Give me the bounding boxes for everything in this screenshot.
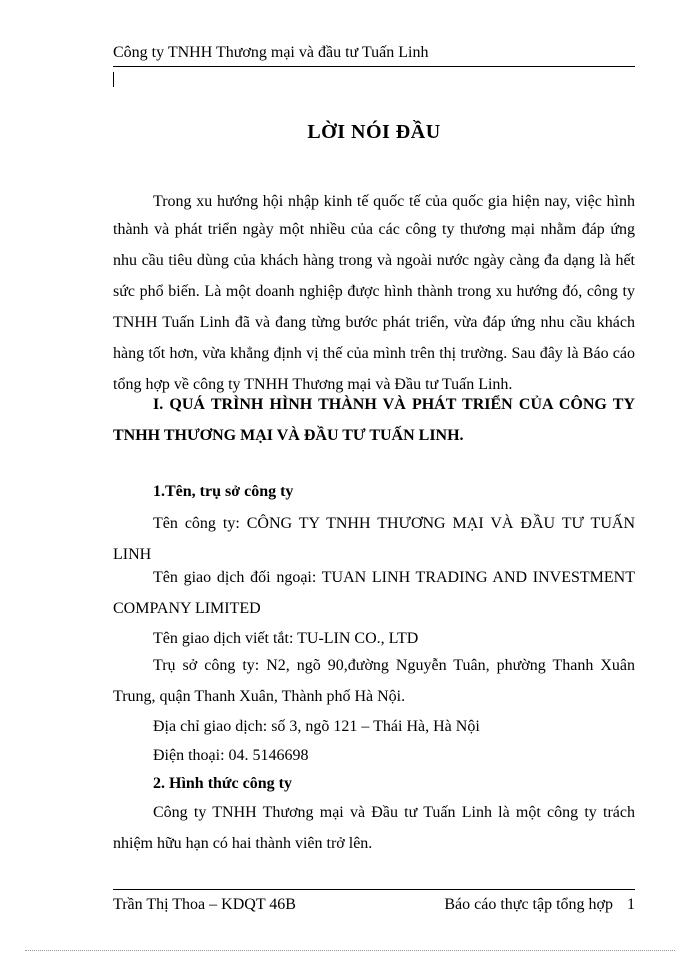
short-name-text: Tên giao dịch viết tắt: TU-LIN CO., LTD — [153, 630, 419, 647]
form-line: Công ty TNHH Thương mại và Đầu tư Tuấn Linh là một công ty trách — [153, 804, 635, 821]
company-name-line: LINH — [113, 546, 152, 563]
intro-line: sức phổ biến. Là một doanh nghiệp được hình thành trong xu hướng đó, công ty — [113, 283, 635, 300]
intro-lines — [113, 190, 635, 400]
office-block — [113, 654, 635, 709]
form-line: nhiệm hữu hạn có hai thành viên trở lên. — [113, 835, 373, 852]
address-text: Địa chỉ giao dịch: số 3, ngõ 121 – Thái Hà, Hà Nội — [153, 718, 480, 735]
footer-divider — [113, 889, 635, 890]
text-cursor — [113, 72, 114, 87]
header-divider — [113, 66, 635, 67]
section-heading-line: TNHH THƯƠNG MẠI VÀ ĐẦU TƯ TUẤN LINH. — [113, 427, 464, 444]
footer-report — [444, 896, 635, 914]
company-name-line: Tên công ty: CÔNG TY TNHH THƯƠNG MẠI VÀ ĐẦU TƯ TUẤN — [153, 515, 635, 532]
intro-line: tổng hợp về công ty TNHH Thương mại và Đầu tư Tuấn Linh. — [113, 376, 513, 393]
intro-line: TNHH Tuấn Linh đã và đang từng bước phát triển, vừa đáp ứng nhu cầu khách — [113, 314, 635, 331]
page-title: LỜI NÓI ĐẦU — [307, 121, 441, 143]
form-paragraph — [113, 801, 635, 856]
subsection-2-heading — [113, 774, 635, 794]
section-heading-line: I. QUÁ TRÌNH HÌNH THÀNH VÀ PHÁT TRIỂN CỦA CÔNG TY — [153, 396, 635, 413]
intro-line: hàng tốt hơn, vừa khẳng định vị thế của mình trên thị trường. Sau đây là Báo cáo — [113, 345, 635, 362]
company-name-block — [113, 512, 635, 567]
intro-line: Trong xu hướng hội nhập kinh tế quốc tế của quốc gia hiện nay, việc hình — [153, 193, 635, 210]
page-break-marker — [25, 950, 675, 951]
phone-line — [113, 746, 635, 766]
short-name-line — [113, 629, 635, 649]
intro-line: thành và phát triển ngày một nhiều của các công ty thương mại nhằm đáp ứng — [113, 221, 635, 238]
foreign-name-line: COMPANY LIMITED — [113, 600, 261, 617]
foreign-name-block — [113, 566, 635, 621]
footer-author: Trần Thị Thoa – KDQT 46B — [113, 896, 296, 913]
address-line — [113, 717, 635, 737]
subsection-1-heading — [113, 482, 635, 502]
section-1-heading — [113, 393, 635, 448]
page-number: 1 — [627, 896, 635, 913]
footer-report-title: Báo cáo thực tập tổng hợp — [444, 896, 613, 913]
office-line: Trung, quận Thanh Xuân, Thành phố Hà Nội. — [113, 688, 406, 705]
subsection-title: 1.Tên, trụ sở công ty — [153, 483, 294, 500]
office-line: Trụ sở công ty: N2, ngõ 90,đường Nguyễn Tuân, phường Thanh Xuân — [153, 657, 635, 674]
foreign-name-line: Tên giao dịch đối ngoại: TUAN LINH TRADING AND INVESTMENT — [153, 569, 635, 586]
page-header: Công ty TNHH Thương mại và đầu tư Tuấn Linh — [113, 44, 429, 61]
subsection-title: 2. Hình thức công ty — [153, 775, 292, 792]
phone-text: Điện thoại: 04. 5146698 — [153, 747, 309, 764]
intro-line: nhu cầu tiêu dùng của khách hàng trong và ngoài nước ngày càng đa dạng là hết — [113, 252, 635, 269]
